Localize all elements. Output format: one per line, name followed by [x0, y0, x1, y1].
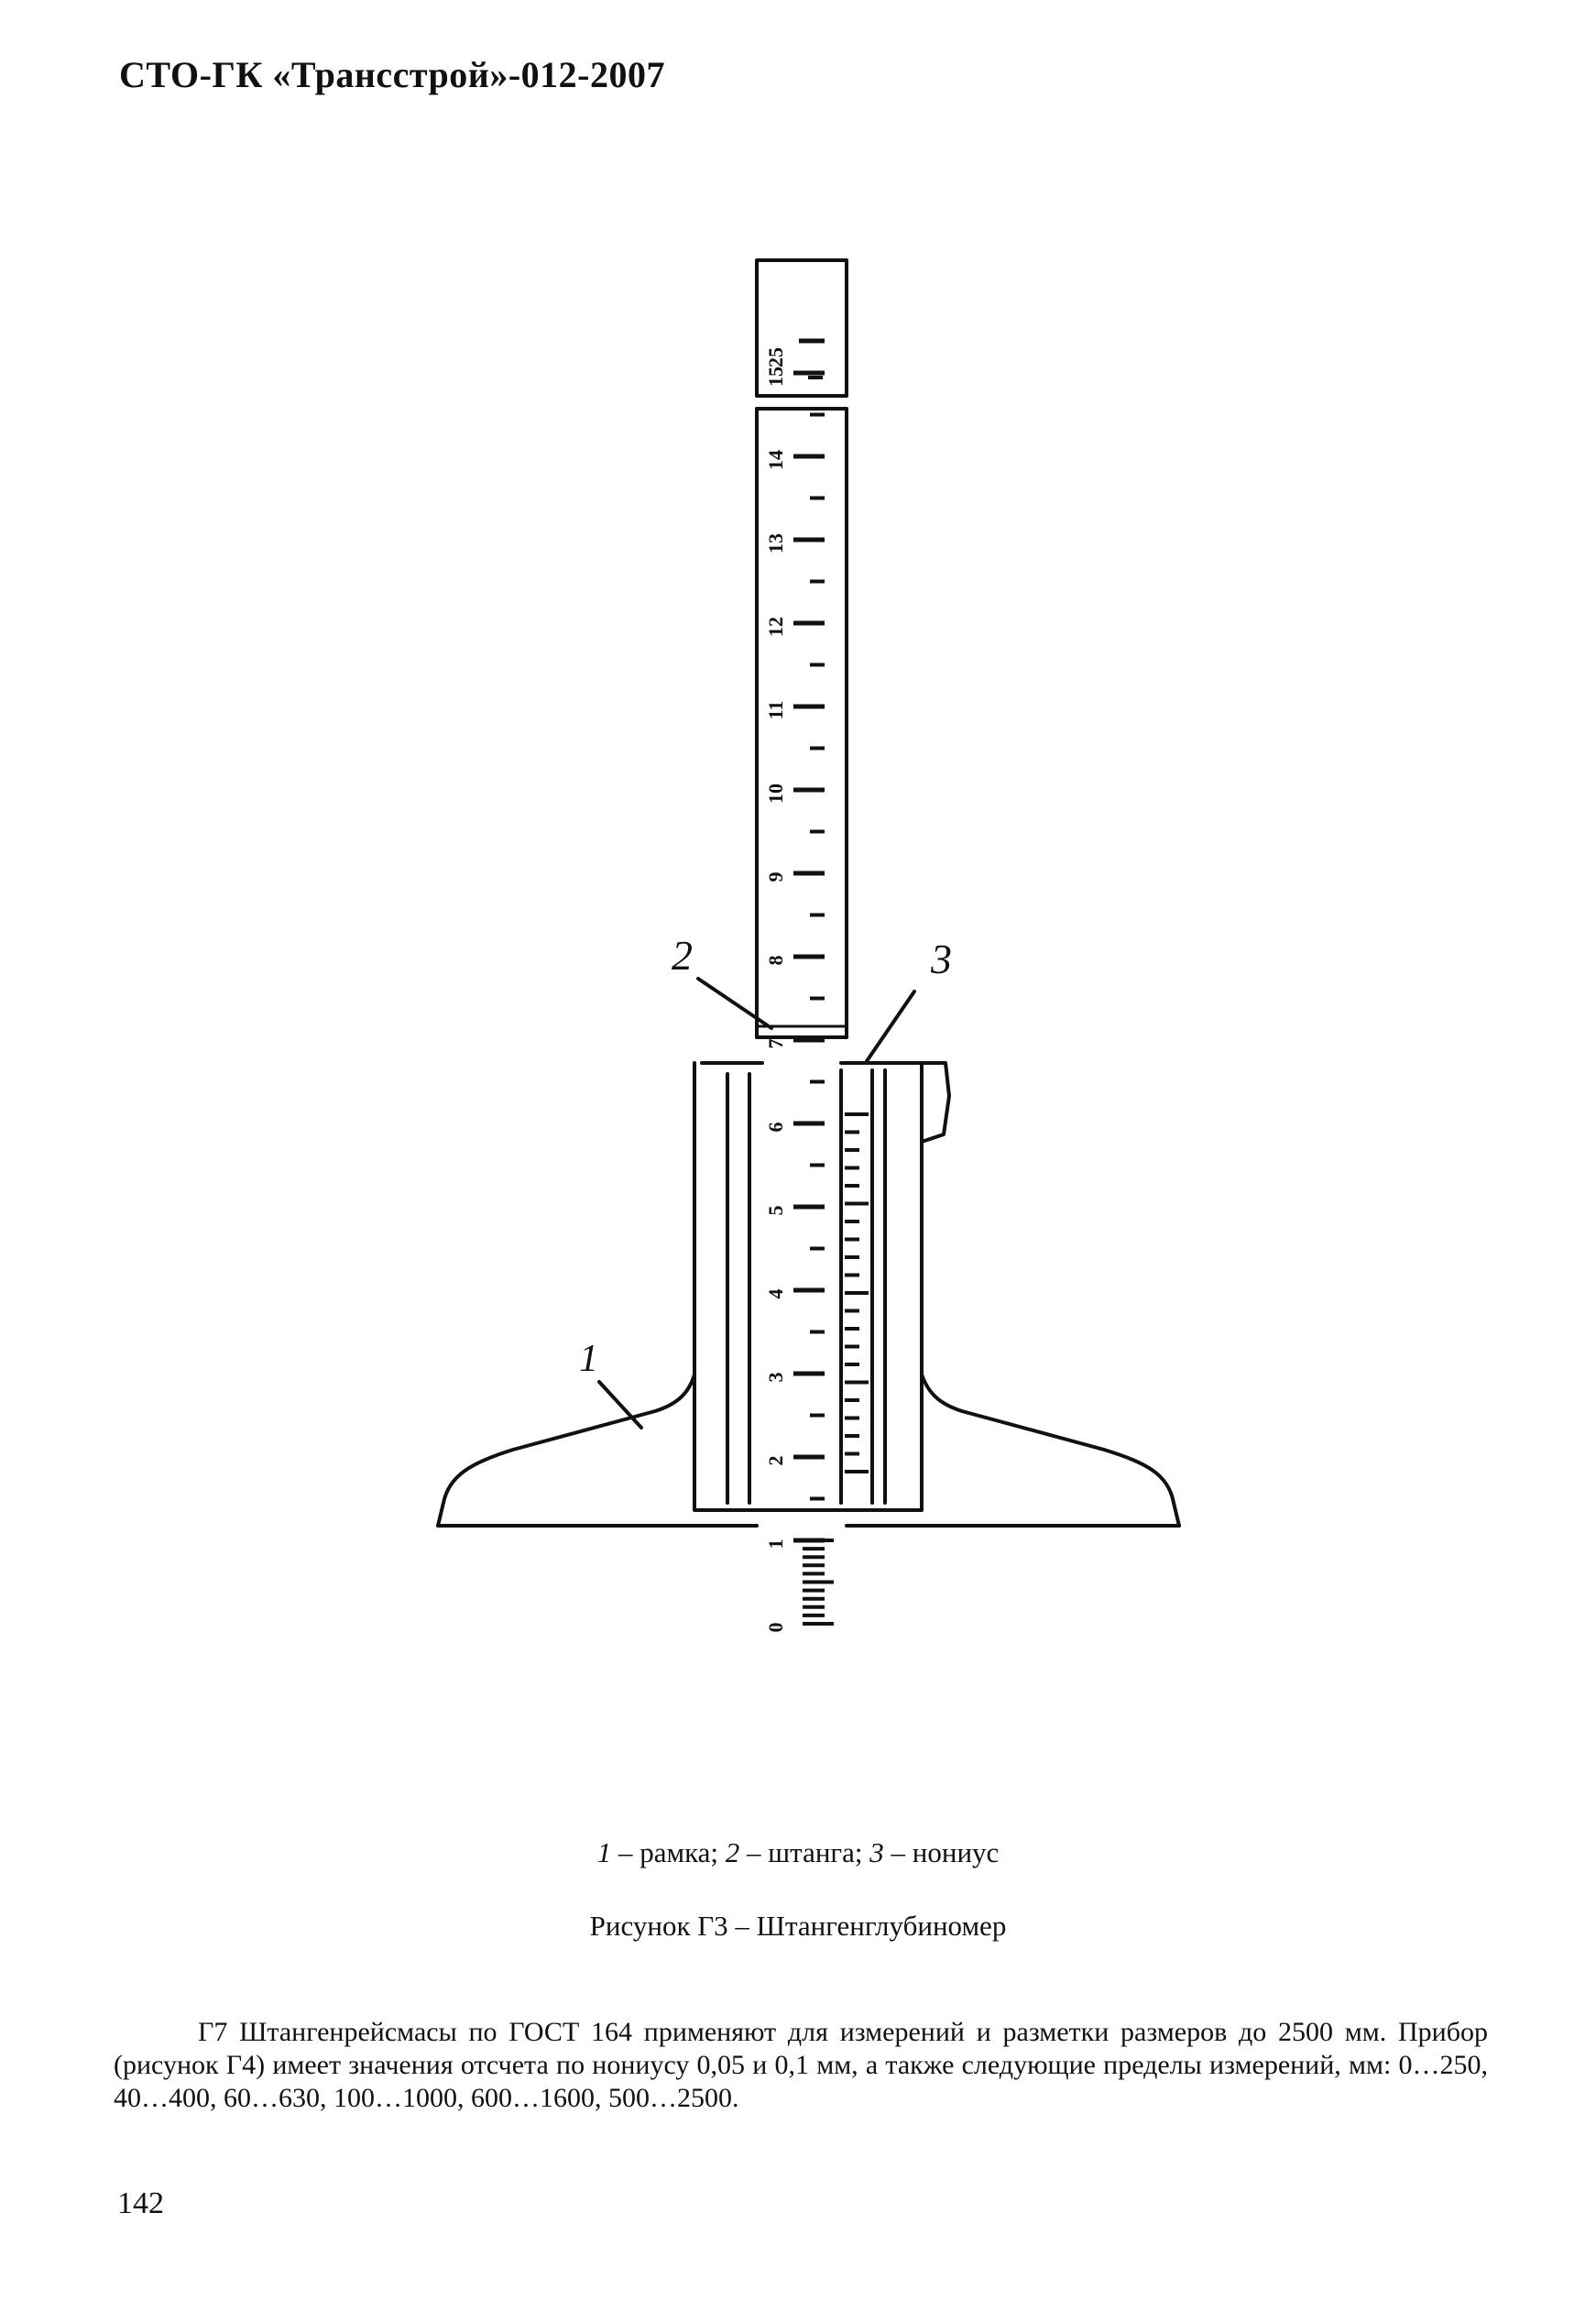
figure-caption: Рисунок Г3 – Штангенглубиномер — [589, 1910, 1007, 1942]
base-left-wing — [438, 1375, 694, 1526]
scale-label: 13 — [764, 533, 787, 553]
body-paragraph — [114, 2016, 1488, 2115]
scale-label: 25 — [764, 347, 787, 367]
scale-label: 9 — [764, 871, 787, 882]
legend-item-1-number: 1 — [596, 1836, 612, 1868]
scale-label: 12 — [764, 617, 787, 637]
callout-3-leader — [867, 991, 914, 1061]
scale-label: 7 — [764, 1038, 787, 1049]
scale-label: 6 — [764, 1122, 787, 1133]
page-number: 142 — [117, 2186, 164, 2220]
vernier-scale-ticks — [845, 1114, 869, 1472]
paragraph-text: Г7 Штангенрейсмасы по ГОСТ 164 применяют для измерений и разметки размеров до 2500 мм. Прибор (рисунок Г4) имеет значения отсчета по нониусу 0,05 и 0,1 мм, а также следующие пределы измерений, мм: 0…250, 40…400, 60…630, 100…1000, 600…1600, 500…2500. — [114, 2017, 1488, 2113]
scale-label: 1 — [764, 1539, 787, 1550]
frame-top-right-lug — [841, 1063, 949, 1142]
scale-label: 8 — [764, 955, 787, 966]
legend-item-2-number: 2 — [725, 1836, 740, 1868]
scale-label: 3 — [764, 1372, 787, 1383]
scale-label: 10 — [764, 783, 787, 804]
callout-label-3: 3 — [931, 936, 952, 982]
scale-label: 5 — [764, 1205, 787, 1216]
legend-item-3-text: – нониус — [883, 1836, 1000, 1868]
scale-label: 0 — [764, 1622, 787, 1633]
legend-item-2-text: – штанга; — [739, 1836, 870, 1868]
scale-label: 14 — [764, 450, 787, 470]
scale-label: 11 — [764, 700, 787, 720]
callout-label-2: 2 — [672, 932, 693, 979]
legend-item-1-text: – рамка; — [611, 1836, 726, 1868]
document-header: СТО-ГК «Трансстрой»-012-2007 — [119, 54, 665, 95]
callout-2-leader — [698, 979, 771, 1028]
legend-item-3-number: 3 — [869, 1836, 884, 1868]
figure-legend — [0, 1836, 1596, 1869]
scale-label: 2 — [764, 1455, 787, 1466]
scale-label: 4 — [764, 1288, 787, 1299]
rod-scale-labels — [764, 347, 787, 1633]
callout-label-1: 1 — [579, 1338, 598, 1380]
rod-scale-ticks — [793, 341, 834, 1624]
scale-label: 15 — [764, 367, 787, 387]
base-right-wing — [922, 1375, 1179, 1526]
